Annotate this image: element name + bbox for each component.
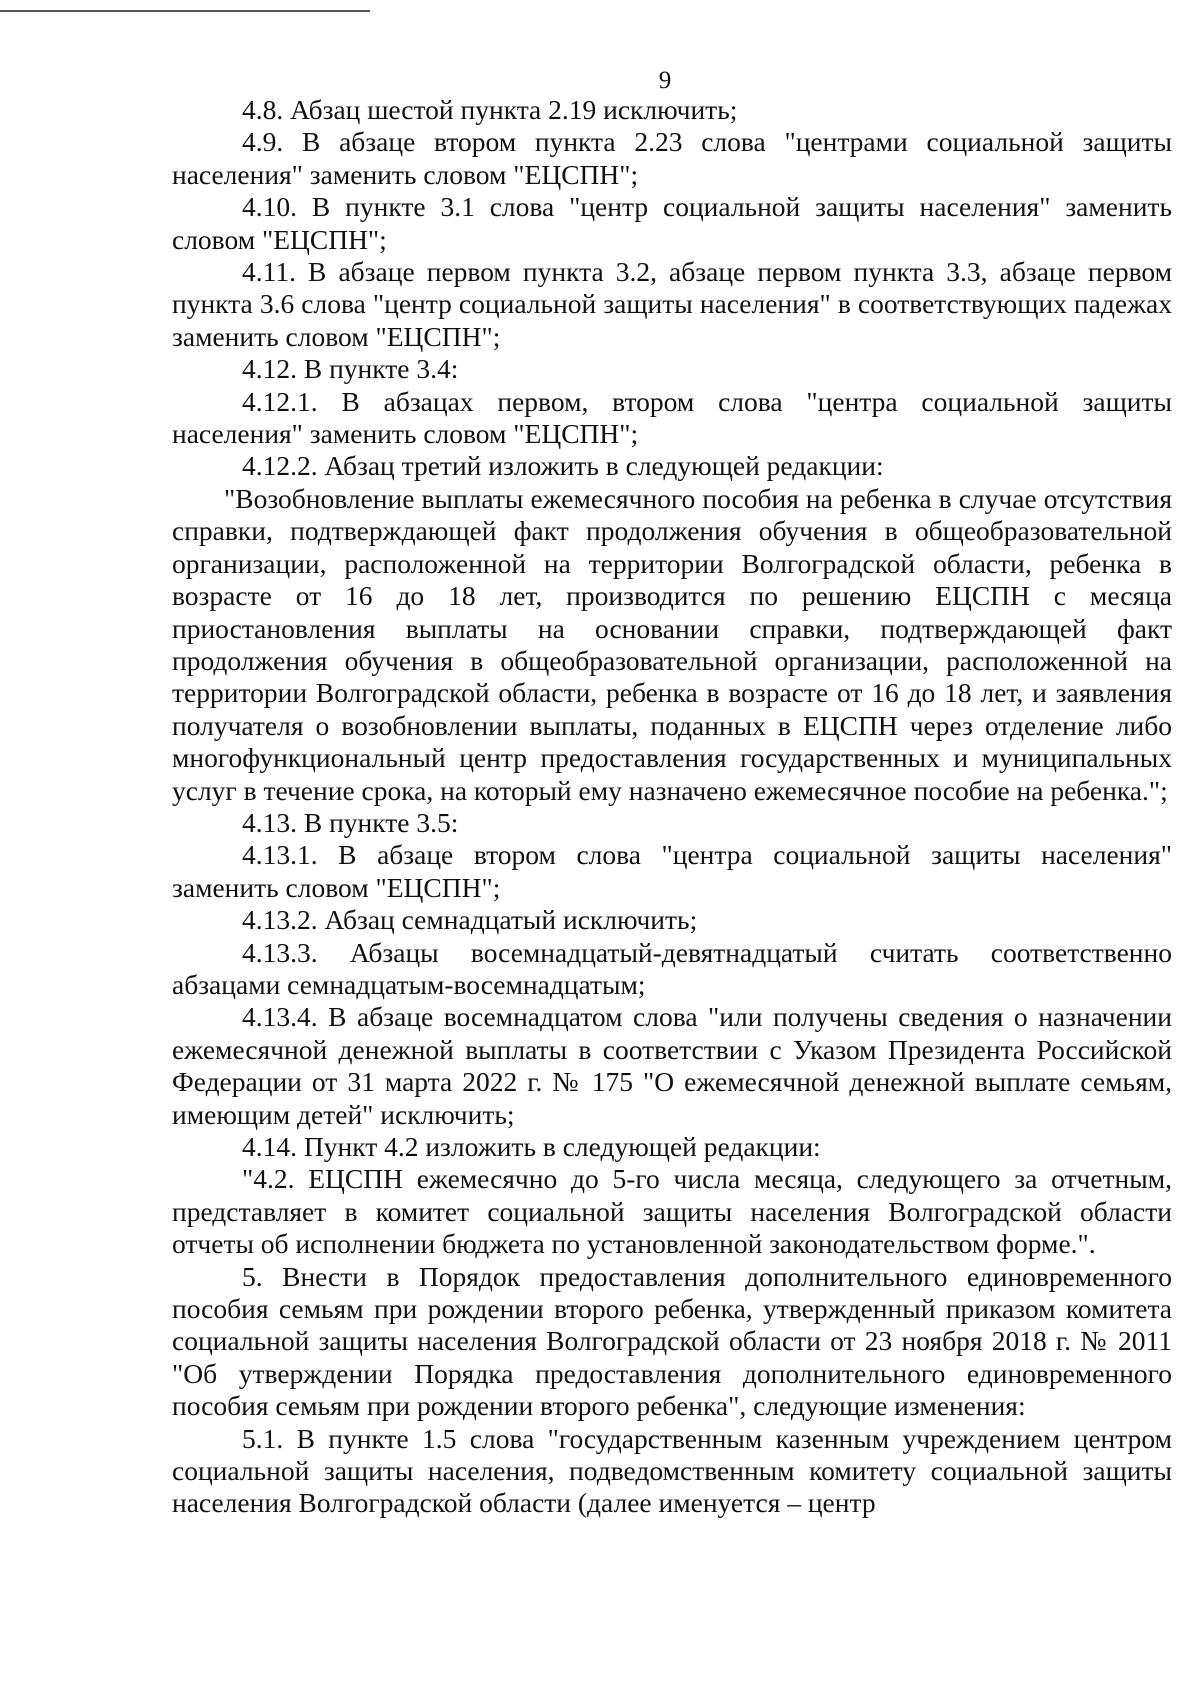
paragraph-4-13-3: 4.13.3. Абзацы восемнадцатый-девятнадцатый считать соответственно абзацами семнадцатым-восемнадцатым; — [172, 936, 1172, 1000]
paragraph-4-8: 4.8. Абзац шестой пункта 2.19 исключить; — [242, 94, 738, 125]
paragraph-5-1: 5.1. В пункте 1.5 слова "государственным казенным учреждением центром социальной защиты населения, подведомственным комитету социальной защиты населения Волгоградской области (далее именуется – центр — [172, 1422, 1172, 1519]
paragraph-4-13-4: 4.13.4. В абзаце восемнадцатом слова "или получены сведения о назначении ежемесячной денежной выплаты в соответствии с Указом Президента Российской Федерации от 31 марта 2022 г. № 175 "О ежемесячной денежной выплате семьям, имеющим детей" исключить; — [172, 1001, 1172, 1130]
paragraph-4-13: 4.13. В пункте 3.5: — [242, 806, 459, 838]
document-body — [172, 94, 1172, 1520]
quoted-paragraph-4-2: "4.2. ЕЦСПН ежемесячно до 5-го числа месяца, следующего за отчетным, представляет в комитет социальной защиты населения Волгоградской области отчеты об исполнении бюджета по установленной законодательством форме.". — [172, 1163, 1172, 1260]
paragraph-4-13-1: 4.13.1. В абзаце втором слова "центра социальной защиты населения" заменить словом "ЕЦСПН"; — [172, 839, 1172, 903]
scan-artifact-line — [0, 10, 370, 12]
paragraph-4-11: 4.11. В абзаце первом пункта 3.2, абзаце первом пункта 3.3, абзаце первом пункта 3.6 слова "центр социальной защиты населения" в соответствующих падежах заменить словом "ЕЦСПН"; — [172, 256, 1172, 352]
paragraph-4-10: 4.10. В пункте 3.1 слова "центр социальной защиты населения" заменить словом "ЕЦСПН"; — [172, 191, 1172, 255]
paragraph-4-12-1: 4.12.1. В абзацах первом, втором слова "центра социальной защиты населения" заменить словом "ЕЦСПН"; — [172, 385, 1172, 450]
paragraph-4-12-2: 4.12.2. Абзац третий изложить в следующей редакции: — [242, 450, 884, 482]
paragraph-4-9: 4.9. В абзаце втором пункта 2.23 слова "центрами социальной защиты населения" заменить словом "ЕЦСПН"; — [172, 126, 1172, 190]
paragraph-4-12: 4.12. В пункте 3.4: — [242, 353, 459, 385]
paragraph-5: 5. Внести в Порядок предоставления дополнительного единовременного пособия семьям при рождении второго ребенка, утвержденный приказом комитета социальной защиты населения Волгоградской области от 23 ноября 2018 г. № 2011 "Об утверждении Порядка предоставления дополнительного единовременного пособия семьям при рождении второго ребенка", следующие изменения: — [172, 1260, 1172, 1422]
paragraph-4-13-2: 4.13.2. Абзац семнадцатый исключить; — [242, 904, 698, 936]
paragraph-4-14: 4.14. Пункт 4.2 изложить в следующей редакции: — [242, 1131, 821, 1162]
quoted-paragraph-resumption: "Возобновление выплаты ежемесячного пособия на ребенка в случае отсутствия справки, подтверждающей факт продолжения обучения в общеобразовательной организации, расположенной на территории Волгоградской области, ребенка в возрасте от 16 до 18 лет, производится по решению ЕЦСПН с месяца приостановления выплаты на основании справки, подтверждающей факт продолжения обучения в общеобразовательной организации, расположенной на территории Волгоградской области, ребенка в возрасте от 16 до 18 лет, и заявления получателя о возобновлении выплаты, поданных в ЕЦСПН через отделение либо многофункциональный центр предоставления государственных и муниципальных услуг в течение срока, на который ему назначено ежемесячное пособие на ребенка."; — [172, 482, 1172, 806]
page-number: 9 — [658, 67, 672, 94]
